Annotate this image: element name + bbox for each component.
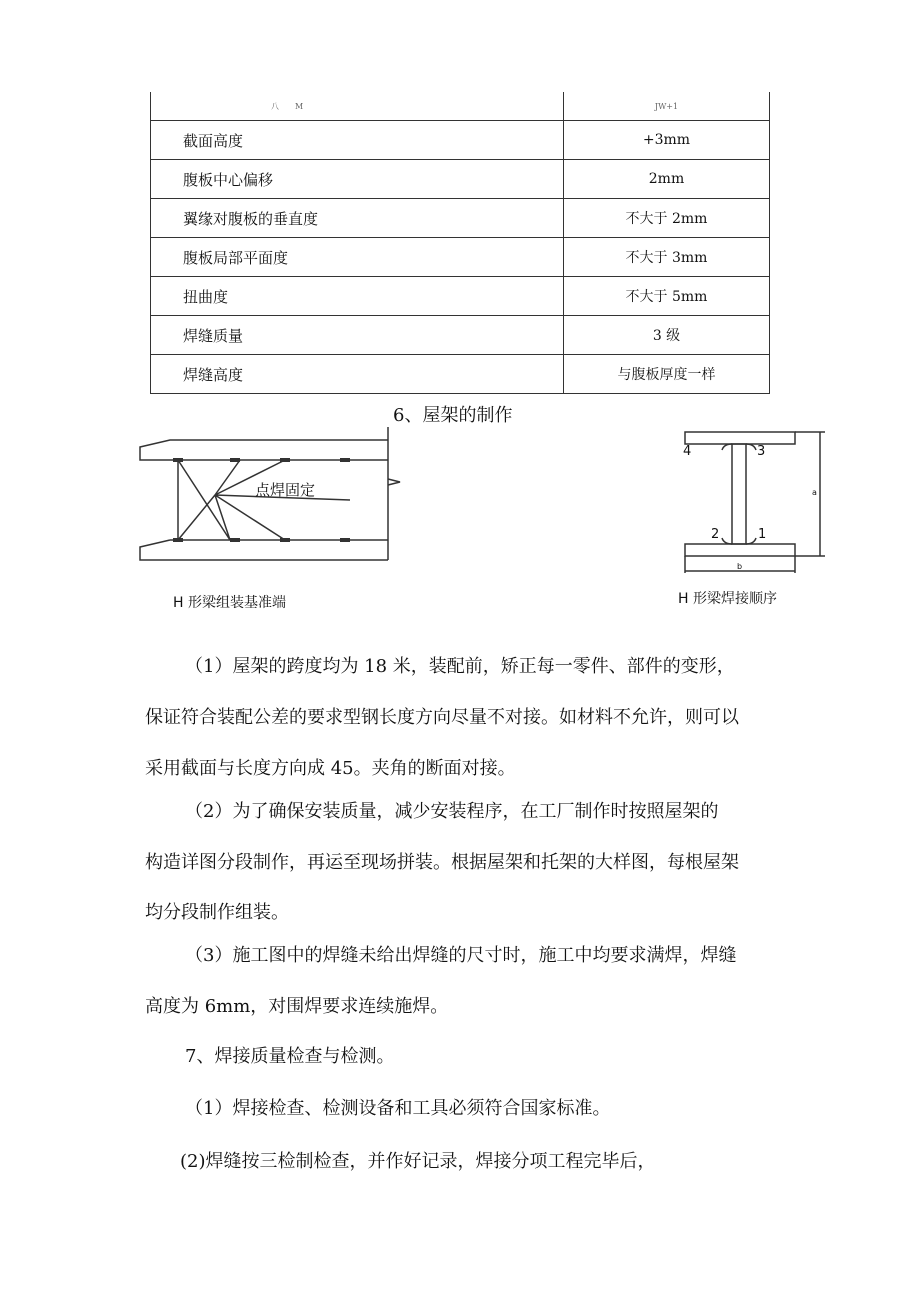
table-cell: 焊缝高度 — [151, 355, 564, 394]
paragraph-line: （1）焊接检查、检测设备和工具必须符合国家标准。 — [185, 1098, 611, 1119]
weld-number: 1 — [758, 527, 767, 542]
paragraph-line: 构造详图分段制作，再运至现场拼装。根据屋架和托架的大样图，每根屋架 — [145, 852, 739, 873]
dimension-label: a — [812, 488, 817, 497]
table-row — [151, 160, 770, 199]
table-row — [151, 121, 770, 160]
h-beam-diagram — [680, 428, 830, 578]
figure-caption: H 形梁焊接顺序 — [678, 591, 777, 607]
table-cell: 2mm — [564, 160, 770, 199]
spot-weld-label: 点焊固定 — [255, 481, 316, 499]
table-row — [151, 316, 770, 355]
table-cell: 不大于 2mm — [564, 199, 770, 238]
paragraph-line: （1）屋架的跨度均为 18 米，装配前，矫正每一零件、部件的变形， — [185, 656, 735, 677]
table-cell: 焊缝质量 — [151, 316, 564, 355]
table-cell: +3mm — [564, 121, 770, 160]
tolerance-table — [150, 92, 770, 394]
table-cell: 3 级 — [564, 316, 770, 355]
table-row — [151, 238, 770, 277]
section-heading-6: 6、屋架的制作 — [393, 405, 513, 426]
paragraph-line: （2）为了确保安装质量，减少安装程序，在工厂制作时按照屋架的 — [185, 801, 719, 822]
paragraph-line: 均分段制作组装。 — [145, 902, 289, 923]
paragraph-line: (2)焊缝按三检制检查，并作好记录，焊接分项工程完毕后， — [180, 1151, 656, 1172]
table-cell: 腹板局部平面度 — [151, 238, 564, 277]
table-cell: 与腹板厚度一样 — [564, 355, 770, 394]
table-cell: 翼缘对腹板的垂直度 — [151, 199, 564, 238]
dimension-label: b — [737, 562, 743, 571]
paragraph-line: 采用截面与长度方向成 45。夹角的断面对接。 — [145, 758, 516, 779]
paragraph-line: 高度为 6mm，对围焊要求连续施焊。 — [145, 996, 449, 1017]
table-row — [151, 277, 770, 316]
table-cell: JW+1 — [564, 92, 770, 121]
paragraph-line: （3）施工图中的焊缝未给出焊缝的尺寸时，施工中均要求满焊，焊缝 — [185, 945, 737, 966]
weld-number: 2 — [711, 527, 720, 542]
table-cell: 不大于 3mm — [564, 238, 770, 277]
table-header-row — [151, 92, 770, 121]
weld-number: 4 — [683, 444, 692, 459]
table-cell: 不大于 5mm — [564, 277, 770, 316]
table-row — [151, 199, 770, 238]
paragraph-line: 保证符合装配公差的要求型钢长度方向尽量不对接。如材料不允许，则可以 — [145, 707, 739, 728]
weld-number: 3 — [757, 444, 766, 459]
table-cell: 截面高度 — [151, 121, 564, 160]
table-cell: 扭曲度 — [151, 277, 564, 316]
section-heading-7: 7、焊接质量检查与检测。 — [185, 1046, 395, 1067]
table-cell: 八 M — [151, 92, 564, 121]
table-cell: 腹板中心偏移 — [151, 160, 564, 199]
table-row — [151, 355, 770, 394]
figure-caption: H 形梁组装基准端 — [173, 595, 286, 611]
